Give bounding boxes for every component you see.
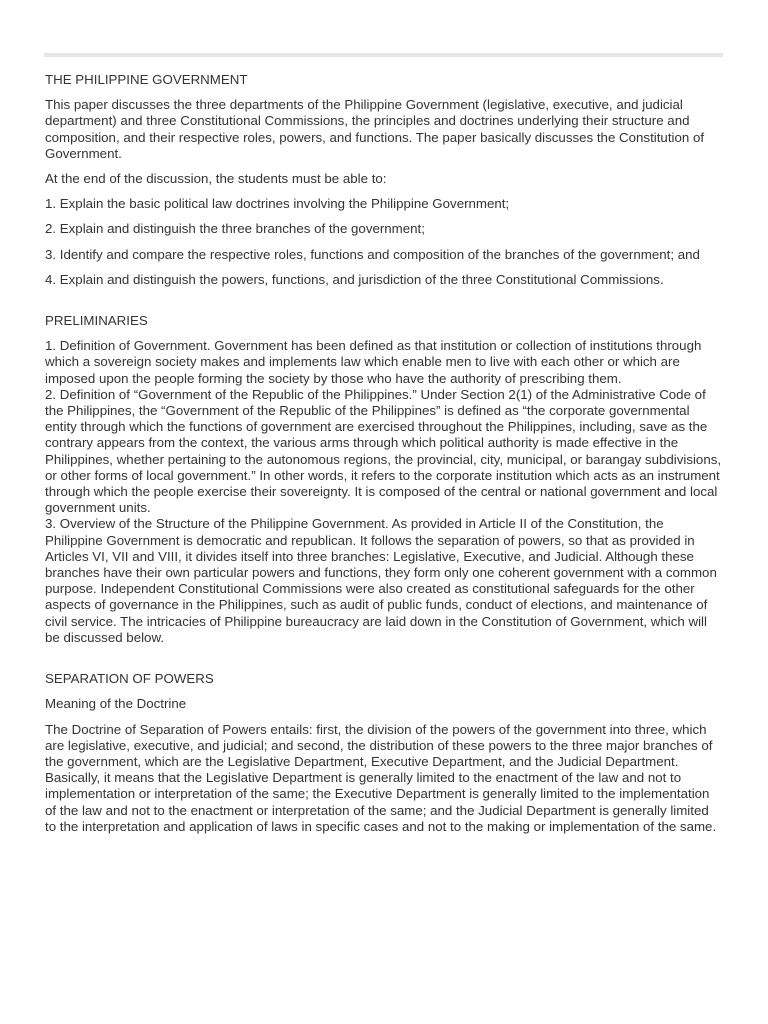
intro-paragraph: This paper discusses the three departments of the Philippine Government (legislative, executive, and judicial department) and three Constitutional Commissions, the principles and doctrines underlying their structure and composition, and their respective roles, powers, and functions. The paper basically discusses the Constitution of Government. [45,97,705,161]
preliminaries-item: 1. Definition of Government. Government has been defined as that institution or collection of institutions through which a sovereign society makes and implements law which enable men to live with each other or which are imposed upon the people forming the society by those who have the authority of prescribing them. [45,338,702,386]
objective-item: 3. Identify and compare the respective roles, functions and composition of the branches of the government; and [45,246,700,262]
section-heading-separation: SEPARATION OF POWERS [45,671,214,687]
objective-item: 1. Explain the basic political law doctrines involving the Philippine Government; [45,196,510,212]
objective-item: 4. Explain and distinguish the powers, functions, and jurisdiction of the three Constitutional Commissions. [45,271,664,287]
section-heading-preliminaries: PRELIMINARIES [45,313,148,329]
objectives-lead: At the end of the discussion, the students must be able to: [45,171,387,187]
document-body [45,72,723,835]
top-divider [44,53,723,57]
objective-item: 2. Explain and distinguish the three branches of the government; [45,221,425,237]
document-title: THE PHILIPPINE GOVERNMENT [45,72,248,87]
subheading-meaning: Meaning of the Doctrine [45,696,187,712]
preliminaries-item: 3. Overview of the Structure of the Philippine Government. As provided in Article II of the Constitution, the Philippine Government is democratic and republican. It follows the separation of powers, so that as provided in Articles VI, VII and VIII, it divides itself into three branches: Legislative, Executive, and Judicial. Although these branches have their own particular powers and functions, they form only one coherent government with a common purpose. Independent Constitutional Commissions were also created as constitutional safeguards for the other aspects of governance in the Philippines, such as audit of public funds, conduct of elections, and maintenance of civil service. The intricacies of Philippine bureaucracy are laid down in the Constitution of Government, which will be discussed below. [45,516,717,645]
preliminaries-item: 2. Definition of “Government of the Republic of the Philippines.” Under Section 2(1) of the Administrative Code of the Philippines, the “Government of the Republic of the Philippines” is defined as “the corporate governmental entity through which the functions of government are exercised throughout the Philippines, including, save as the contrary appears from the context, the various arms through which political authority is made effective in the Philippines, whether pertaining to the autonomous regions, the provincial, city, municipal, or barangay subdivisions, or other forms of local government.” In other words, it refers to the corporate institution which acts as an instrument through which the people exercise their sovereignty. It is composed of the central or national government and local government units. [45,386,722,516]
separation-paragraph: The Doctrine of Separation of Powers entails: first, the division of the powers of the government into three, which are legislative, executive, and judicial; and second, the distribution of these powers to the three major branches of the government, which are the Legislative Department, Executive Department, and the Judicial Department. Basically, it means that the Legislative Department is generally limited to the enactment of the law and not to implementation or interpretation of the same; the Executive Department is generally limited to the implementation of the law and not to the enactment or interpretation of the same; and the Judicial Department is generally limited to the interpretation and application of laws in specific cases and not to the making or implementation of the same. [45,721,717,834]
